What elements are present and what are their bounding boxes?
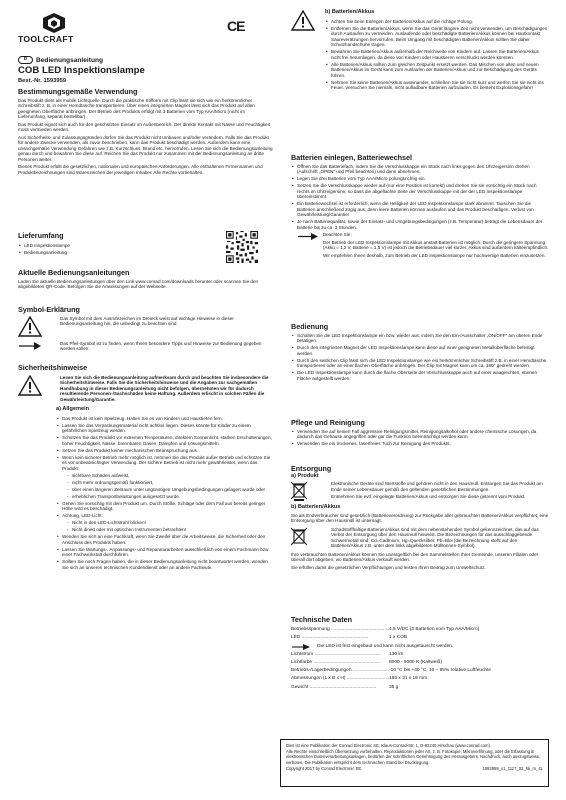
list-item: • Alle Batterien/Akkus sollten zum gleichen Zeitpunkt ersetzt werden. Das Mischen von alten und neuen Batterien/Akkus im Gerät kann zum Auslaufen der Batterien/Akkus und zur Beschädigung des Geräts führen. <box>325 62 549 79</box>
note-text-1: Der Betrieb der LED Inspektionslampe mit Akkus anstatt Batterien ist möglich. Durch die geringere Spannung (Akku = 1,2 V, Batterie = 1,5 V) ist jedoch die Betriebsdauer viel kürzer. Akkus sind außerdem kälteempfindlich. <box>323 239 549 250</box>
list-item: • Legen Sie drei Batterien vom Typ AAA/Micro polungsrichtig ein. <box>291 176 549 182</box>
crossed-bin-icon <box>291 481 307 501</box>
heading-entsorgung: Entsorgung <box>291 464 332 473</box>
list-item: • Durch den integrierten Magnet der LED Inspektionslampe kann diese auf einer geeigneten Metalloberfläche befestigt werden. <box>291 345 549 356</box>
bedienung-list <box>291 333 549 382</box>
ce-mark: CE <box>227 18 245 34</box>
heading-pflege: Pflege und Reinigung <box>291 418 365 427</box>
section-aktuell <box>18 270 274 290</box>
list-item: • LED Inspektionslampe <box>18 242 218 249</box>
list-item: • Je nach Batteriequalität, sowie der Einsatz- und Umgebungsbedingungen (z.B. Temperatur) beträgt die Lebensdauer der Batterie bis zu ca. 3 Stunden. <box>291 219 549 230</box>
section-pflege <box>291 420 549 448</box>
batteriewechsel-list <box>291 164 549 231</box>
batterien-entsorgung-row <box>291 527 549 549</box>
tech-row <box>291 651 549 659</box>
heading-allgemein: a) Allgemein <box>56 406 90 412</box>
list-item: • Achten Sie beim Einlegen der Batterien/Akkus auf die richtige Polung. <box>325 19 549 25</box>
tech-row <box>291 659 549 667</box>
heading-aktuell: Aktuelle Bedienungsanleitungen <box>18 268 130 277</box>
tech-label: Abmessungen (L x B x H) ..... <box>291 675 389 683</box>
bestimmung-p1: Das Produkt dient als mobile Lichtquelle. Durch die praktische Stifform mit Clip lässt sie sich wie ein herkömmlicher Schreibstift z. B. in einer Hemdtasche transportieren. Über einen integrierten Magnet lässt sich das Produkt auf allen geeigneten Oberfläche anbringen. Der Betrieb des Produkts erfolgt mit 3 Batterien vom Typ AAA/Micro (nicht im Lieferumfang, separat bestellbar). <box>18 97 255 119</box>
list-item: • Öffnen Sie das Batteriefach, indem Sie die Verschlusskappe ein Stück nach links gegen den Uhrzeigersinn drehen (Aufschrift „OPEN“ und Pfeil beachten) und dann abnehmen. <box>291 164 549 175</box>
heading-batteriewechsel: Batterien einlegen, Batteriewechsel <box>291 153 413 162</box>
tech-value: 165 x 31 x 19 mm <box>389 676 428 682</box>
list-item: • Sollten Sie noch Fragen haben, die in dieser Bedienungsanleitung nicht beantwortet werden, wenden Sie sich an unseren technischen Kundendienst oder an andere Fachleute. <box>56 559 274 570</box>
heading-lieferumfang: Lieferumfang <box>18 231 64 240</box>
sicherheit-intro-row <box>18 375 274 403</box>
tech-row <box>291 634 549 642</box>
symbol-arrow-text: Das Pfeil-Symbol ist zu finden, wenn Ihnen besondere Tipps und Hinweise zur Bedienung gegeben werden sollen. <box>60 340 262 351</box>
heading-symbol: Symbol-Erklärung <box>18 305 80 314</box>
list-item: • Nehmen Sie keine Batterien/Akkus auseinander, schließen Sie sie nicht kurz und werfen Sie sie nicht ins Feuer. Versuchen Sie niemals, nicht aufladbare Batterien aufzuladen. Es besteht Explosionsgefahr! <box>325 80 549 91</box>
heading-produkt: a) Produkt <box>291 472 319 479</box>
bestimmung-p4: Dieses Produkt erfüllt die gesetzlichen, nationalen und europäischen Anforderungen. Alle enthaltenen Firmennamen und Produktbezeichnungen sind Warenzeichen der jeweiligen Inhaber. Alle Rechte vorbehalten. <box>18 164 263 175</box>
article-number: Best.-Nr. 1593959 <box>18 78 67 84</box>
document-code: 1593959_v1_1117_02_hk_m_4L <box>482 765 543 771</box>
list-item: • Wenden Sie sich an eine Fachkraft, wenn Sie Zweifel über die Arbeitsweise, die Sicherheit oder den Anschluss des Produkts haben. <box>56 534 274 545</box>
note-content <box>323 232 549 258</box>
toolcraft-logo-icon <box>43 13 65 33</box>
tech-note: Die LED ist fest eingebaut und kann nicht ausgetauscht werden. <box>317 643 454 649</box>
list-item: • Wenn kein sicherer Betrieb mehr möglich ist, nehmen Sie das Produkt außer Betrieb und schützen Sie es vor unbeabsichtigter Verwendung. Der sichere Betrieb ist nicht mehr gewährleistet, wenn das Produkt: <box>56 455 274 472</box>
heading-bestimmung: Bestimmungsgemäße Verwendung <box>18 87 138 96</box>
produkt-text-2: Entnehmen Sie evtl. eingelegte Batterien/Akkus und entsorgen Sie diese getrennt vom Produkt. <box>331 494 526 499</box>
tech-table <box>291 626 549 692</box>
list-item: • Verwenden Sie ein trockenes, faserfreies Tuch zur Reinigung des Produkts. <box>291 441 549 447</box>
batterien-entsorgung-text-4: Sie erfüllen damit die gesetzlichen Verpflichtungen und leisten Ihren Beitrag zum Umweltschutz. <box>291 564 486 570</box>
section-bestimmung <box>18 89 274 175</box>
tech-value: 130 lm <box>389 651 404 657</box>
sicherheit-intro: Lesen Sie sich die Bedienungsanleitung aufmerksam durch und beachten Sie insbesondere die Sicherheitshinweise. Falls Sie die Sicherheitshinweise und die Angaben zur sachgemäßen Handhabung in dieser Bedienungsanleitung nicht befolgen, übernehmen wir für dadurch resultierende Personen-/Sachschäden keine Haftung. Außerdem erlischt in solchen Fällen die Gewährleistung/Garantie. <box>60 374 269 402</box>
tech-label: Betriebsspannung ..... <box>291 626 389 634</box>
tech-value: 1 x COB <box>389 635 408 641</box>
batterien-list <box>325 19 549 91</box>
heading-technische-daten: Technische Daten <box>291 615 352 624</box>
list-item: • Bewahren Sie Batterien/Akkus außerhalb der Reichweite von Kindern auf. Lassen Sie Batterien/Akkus nicht frei herumliegen, da diese von Kindern oder Haustieren verschluckt werden könnten. <box>325 49 549 60</box>
list-item: • Schalten Sie die LED Inspektionslampe ein bzw. wieder aus, indem Sie den Ein-/Ausschalter „ON/OFF“ am oberen Ende betätigen. <box>291 333 549 344</box>
aktuell-text: Laden Sie aktuelle Bedienungsanleitungen über den Link www.conrad.com/downloads herunter oder scannen Sie den abgebildeten QR-Code. Befolgen Sie die Anweisungen auf der Webseite. <box>18 278 259 289</box>
symbol-warning-text: Das Symbol mit dem Ausrufezeichen im Dreieck weist auf wichtige Hinweise in dieser Bedienungsanleitung hin, die unbedingt zu beachten sind. <box>60 315 234 326</box>
list-item: • Lassen Sie Wartungs-, Anpassungs- und Reparaturarbeiten ausschließlich von einem Fachmann bzw. einer Fachwerkstatt durchführen. <box>56 547 274 558</box>
led-sublist <box>56 520 274 533</box>
produkt-content <box>311 481 549 500</box>
produkt-row <box>291 481 549 501</box>
list-item: • Die LED Inspektionslampe kann durch die flache Oberseite der Verschlusskappe auch auf einer waagrechten, ebenen Fläche aufgestellt werden. <box>291 370 549 381</box>
symbol-arrow-row <box>18 341 274 352</box>
list-item: • Entfernen Sie die Batterien/Akkus, wenn Sie das Gerät längere Zeit nicht verwenden, um Beschädigungen durch Auslaufen zu vermeiden. Auslaufende oder beschädigte Batterien/Akkus können bei Hautkontakt Säureverätzungen hervorrufen. Beim Umgang mit beschädigten Batterien/Akkus sollten Sie daher Schutzhandschuhe tragen. <box>325 26 549 48</box>
copyright: Copyright 2017 by Conrad Electronic SE. <box>286 765 363 771</box>
warning-triangle-icon <box>18 316 42 337</box>
tech-label: Lichtstrom ..... <box>291 651 389 659</box>
doc-type: Bedienungsanleitung <box>36 56 104 64</box>
list-item: • Schützen Sie das Produkt vor extremen Temperaturen, direktem Sonnenlicht, starken Erschütterungen, hoher Feuchtigkeit, Nässe, brennbaren Gasen, Dämpfen und Lösungsmitteln. <box>56 435 274 446</box>
list-item: • Gehen Sie vorsichtig mit dem Produkt um. Durch Stöße, Schläge oder dem Fall aus bereits geringer Höhe wird es beschädigt. <box>56 501 274 512</box>
list-item: • Ein Batteriewechsel ist erforderlich, wenn die Helligkeit der LED Inspektionslampe stark abnimmt. Tauschen Sie die Batterien anschließend zügig aus, denn leere Batterien können auslaufen und das Produkt beschädigen. Verlust von Gewährleistung/Garantie! <box>291 201 549 218</box>
section-lieferumfang <box>18 233 218 256</box>
section-batterien <box>291 10 549 92</box>
section-entsorgung <box>291 466 549 570</box>
symbol-warning-row <box>18 316 274 337</box>
warning-triangle-icon <box>291 10 315 31</box>
lieferumfang-list <box>18 242 218 256</box>
list-item: • Setzen Sie die Verschlusskappe wieder auf (nur eine Position ist korrekt) und drehen Sie sie vorsichtig ein Stück nach rechts im Uhrzeigersinn, so dass die abgeflachte Seite der Verschlusskappe mit der der LED Inspektionslampe übereinstimmt. <box>291 183 549 200</box>
warning-triangle-icon <box>18 375 42 396</box>
arrow-right-icon <box>297 232 319 241</box>
section-bedienung <box>291 324 549 383</box>
list-item: • Setzen Sie das Produkt keiner mechanischen Beanspruchung aus. <box>56 448 274 454</box>
heading-bedienung: Bedienung <box>291 322 329 331</box>
tech-row <box>291 675 549 683</box>
doc-type-line <box>18 56 103 64</box>
allgemein-list-3 <box>56 534 274 570</box>
tech-row <box>291 626 549 634</box>
list-item: - erheblichen Transportbelastungen ausgesetzt wurde. <box>66 494 274 500</box>
produkt-text-1: Elektronische Geräte sind Wertstoffe und gehören nicht in den Hausmüll. Entsorgen Sie das Produkt am Ende seiner Lebensdauer gemäß den geltenden gesetzlichen Bestimmungen. <box>331 481 543 492</box>
imprint-bottom-row <box>286 766 543 771</box>
arrow-right-icon <box>18 341 42 351</box>
section-symbol <box>18 307 274 352</box>
imprint-line-2: Alle Rechte einschließlich Übersetzung vorbehalten. Reproduktionen jeder Art, z. B. Fotokopie, Mikroverfilmung, oder die Erfassung in elektronischen Datenverarbeitungsanlagen, bedürfen der schriftlichen Genehmigung des Herausgebers. Nachdruck, auch auszugsweise, verboten. Die Publikation entspricht dem technischen Stand bei Drucklegung. <box>286 749 541 765</box>
bestimmung-p2: Das Produkt eignet sich auch für den geschützten Einsatz im Außenbereich. Der direkte Kontakt mit Nässe und Feuchtigkeit muss vermieden werden. <box>18 121 271 132</box>
allgemein-block <box>18 407 274 570</box>
tech-label: LED ..... <box>291 634 389 642</box>
note-label: Beachten Sie: <box>323 232 352 237</box>
bestimmung-p3: Aus Sicherheits- und Zulassungsgründen dürfen Sie das Produkt nicht umbauen und/oder verändern. Falls Sie das Produkt für andere Zwecke verwenden, als zuvor beschrieben, kann das Produkt beschädigt werden. Außerdem kann eine unsachgemäße Verwendung Gefahren wie z.B. Kurzschluss, Brand etc. hervorrufen. Lesen Sie sich die Bedienungsanleitung genau durch und bewahren Sie diese auf. Reichen Sie das Produkt nur zusammen mit der Bedienungsanleitung an dritte Personen weiter. <box>18 134 273 162</box>
arrow-right-icon <box>291 643 311 651</box>
brand-name: TOOLCRAFT <box>18 34 74 44</box>
tech-row <box>291 667 549 675</box>
list-item: - Nicht in den LED-Lichtstrahl blicken! <box>66 520 274 526</box>
list-item: • Bedienungsanleitung <box>18 249 218 256</box>
batterien-row <box>291 10 549 92</box>
tech-value: 35 g <box>389 684 399 690</box>
heading-sicherheit: Sicherheitshinweise <box>18 363 88 372</box>
toolcraft-logo <box>18 13 98 43</box>
batterien-content <box>319 10 549 92</box>
tech-value: 4,5 V/DC (3 Batterien vom Typ AAA/Micro) <box>389 627 480 632</box>
heading-batterien: b) Batterien/Akkus <box>325 9 375 15</box>
crossed-bin-icon <box>291 527 307 547</box>
tech-value: -10 °C bis +40 °C, 10 – 85% relative Luftfeuchte <box>389 668 492 674</box>
tech-label: Gewicht ..... <box>291 684 389 692</box>
list-item: • Lassen Sie das Verpackungsmaterial nicht achtlos liegen. Dieses könnte für Kinder zu einem gefährlichen Spielzeug werden. <box>56 423 274 434</box>
tech-row <box>291 684 549 692</box>
list-item: - sichtbare Schäden aufweist, <box>66 473 274 479</box>
note-row <box>291 232 549 258</box>
allgemein-list-2 <box>56 501 274 519</box>
tech-note-row <box>291 643 549 651</box>
section-technische-daten <box>291 615 549 692</box>
list-item: • Verwenden Sie auf keinen Fall aggressive Reinigungsmittel, Reinigungsalkohol oder andere chemische Lösungen, da dadurch das Gehäuse angegriffen oder gar die Funktion beeinträchtigt werden kann. <box>291 429 549 440</box>
pflege-list <box>291 429 549 447</box>
page-title: COB LED Inspektionslampe <box>18 65 145 76</box>
tech-value: 6000 - 9000 K (Kaltweiß) <box>389 659 443 665</box>
list-item: • Durch den seitlichen Clip lässt sich die LED Inspektionslampe wie ein herkömmlicher Schreibstift z.B. in einer Hemdtasche transportieren oder an einer flachen Oberfläche anbringen. Der Clip mit Magnet kann um ca. 180° gedreht werden. <box>291 358 549 369</box>
list-item: • Das Produkt ist kein Spielzeug. Halten Sie es von Kindern und Haustieren fern. <box>56 416 274 422</box>
list-item: - nicht mehr ordnungsgemäß funktioniert, <box>66 480 274 486</box>
batterien-entsorgung-text-3: Ihre verbrauchten Batterien/Akkus können Sie unentgeltlich bei den Sammelstellen Ihrer Gemeinde, unseren Filialen oder überall dort abgeben, wo Batterien/Akkus verkauft werden. <box>291 551 539 562</box>
language-badge: D <box>18 56 33 64</box>
list-item: • Achtung, LED-Licht: <box>56 513 274 519</box>
section-batteriewechsel <box>291 155 549 258</box>
batterien-entsorgung-text-2: Schadstoffhaltige Batterien/Akkus sind mit dem nebenstehenden Symbol gekennzeichnet, das auf das Verbot der Entsorgung über den Hausmüll hinweist. Die Bezeichnungen für das ausschlaggebende Schwermetall sind: Cd=Cadmium, Hg=Quecksilber, Pb=Blei (die Bezeichnung steht auf den Batterien/Akkus z.B. unter dem links abgebildeten Mülltonnen-Symbol). <box>331 526 539 548</box>
list-item: - über einen längeren Zeitraum unter ungünstigen Umgebungsbedingungen gelagert wurde oder <box>66 487 274 493</box>
allgemein-list <box>56 416 274 472</box>
tech-label: Betriebs-/Lagerbedingungen ..... <box>291 667 389 675</box>
imprint-line-1: Dies ist eine Publikation der Conrad Electronic SE, Klaus-Conrad-Str. 1, D-92240 Hirschau (www.conrad.com). <box>286 743 492 748</box>
batterien-entsorgung-text-1: Sie als Endverbraucher sind gesetzlich (Batterieverordnung) zur Rückgabe aller gebrauchten Batterien/Akkus verpflichtet; eine Entsorgung über den Hausmüll ist untersagt. <box>291 512 549 523</box>
imprint-box <box>280 739 549 787</box>
list-item: - Nicht direkt oder mit optischen Instrumenten betrachten! <box>66 527 274 533</box>
allgemein-sublist <box>56 473 274 500</box>
tech-label: Lichtfarbe ..... <box>291 659 389 667</box>
section-sicherheit <box>18 365 274 572</box>
note-text-2: Wir empfehlen Ihnen deshalb, zum Betrieb der LED Inspektionslampe nur hochwertige Batterien einzusetzen. <box>323 252 546 258</box>
heading-batterien-entsorgung: b) Batterien/Akkus <box>291 504 341 510</box>
qr-code[interactable] <box>226 231 258 263</box>
